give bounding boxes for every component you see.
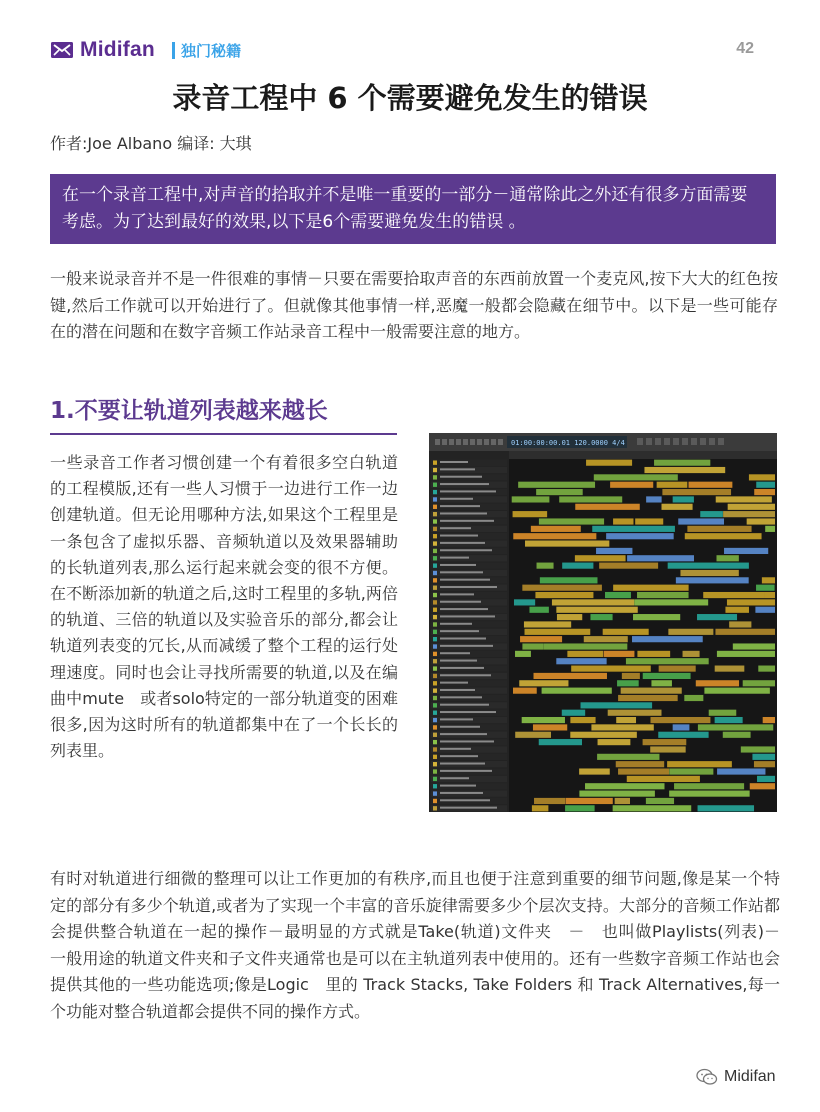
daw-region (556, 607, 637, 613)
daw-track-color (433, 644, 437, 648)
daw-region (613, 585, 688, 591)
daw-region (539, 739, 582, 745)
daw-track-name (440, 777, 469, 779)
daw-region (581, 702, 653, 708)
daw-region (657, 482, 688, 488)
daw-track-name (440, 498, 473, 500)
daw-region (615, 798, 630, 804)
daw-region (562, 710, 585, 716)
daw-region (513, 533, 596, 539)
daw-region (689, 482, 733, 488)
daw-region (627, 555, 694, 561)
daw-track-name (440, 696, 482, 698)
daw-region (741, 746, 775, 752)
daw-track-name (440, 615, 495, 617)
daw-track-name (440, 645, 493, 647)
daw-region (676, 577, 749, 583)
daw-region (557, 614, 582, 620)
daw-region (698, 805, 754, 811)
daw-track-color (433, 475, 437, 479)
daw-region (616, 761, 664, 767)
daw-toolbar-button (655, 438, 661, 445)
daw-toolbar-button (463, 439, 468, 445)
daw-region (709, 710, 737, 716)
daw-region (565, 805, 595, 811)
daw-track-name (440, 623, 472, 625)
daw-region (754, 761, 775, 767)
daw-region (618, 695, 678, 701)
daw-region (534, 673, 607, 679)
daw-region (764, 592, 775, 598)
daw-track-name (440, 601, 481, 603)
daw-region (539, 518, 604, 524)
daw-toolbar-button (691, 438, 697, 445)
daw-track-color (433, 622, 437, 626)
daw-region (643, 739, 687, 745)
daw-region (542, 688, 612, 694)
section-bar (172, 42, 175, 59)
daw-region (635, 518, 663, 524)
section-1-heading: 1.不要让轨道列表越来越长 (50, 398, 328, 424)
daw-region (621, 688, 682, 694)
daw-track-name (440, 755, 478, 757)
daw-region (646, 798, 674, 804)
daw-region (715, 717, 743, 723)
section-tag (172, 40, 241, 61)
daw-region (729, 621, 751, 627)
daw-toolbar-button (673, 438, 679, 445)
daw-track-color (433, 578, 437, 582)
daw-region (662, 489, 731, 495)
daw-region (525, 629, 591, 635)
daw-region (756, 482, 775, 488)
daw-track-color (433, 461, 437, 465)
daw-track-name (440, 468, 475, 470)
daw-track-name (440, 461, 468, 463)
daw-track-name (440, 799, 490, 801)
daw-track-color (433, 799, 437, 803)
daw-region (750, 783, 775, 789)
daw-toolbar-button (637, 438, 643, 445)
daw-track-name (440, 571, 483, 573)
daw-region (540, 577, 598, 583)
daw-toolbar-button (491, 439, 496, 445)
daw-region (597, 754, 659, 760)
daw-track-name (440, 726, 480, 728)
daw-region (616, 717, 636, 723)
daw-toolbar-button (449, 439, 454, 445)
daw-track-color (433, 703, 437, 707)
daw-region (529, 607, 548, 613)
daw-region (513, 688, 537, 694)
daw-track-name (440, 667, 484, 669)
daw-region (644, 467, 725, 473)
daw-region (668, 563, 749, 569)
daw-region (592, 526, 675, 532)
daw-toolbar-button (700, 438, 706, 445)
daw-track-name (440, 490, 496, 492)
daw-track-color (433, 769, 437, 773)
daw-region (733, 643, 775, 649)
daw-track-name (440, 763, 485, 765)
daw-track-name (440, 733, 487, 735)
daw-toolbar-button (477, 439, 482, 445)
daw-toolbar-button (435, 439, 440, 445)
paragraph-3: 有时对轨道进行细微的整理可以让工作更加的有秩序,而且也便于注意到重要的细节问题,像是某一个特定的部分有多少个轨道,或者为了实现一个丰富的音乐旋律需要多少个层次支持。大部分的音频工作站都会提供整合轨道在一起的操作－最明显的方式就是Take(轨道)文件夹 － 也叫做Playlists(列表)－ 一般用途的轨道文件夹和子文件夹通常也是可以在主轨道列表中使用的。还有一些数字音频工作站也会提供其他的一些功能选项;像是Logic 里的 Track Stacks, Take Folders 和 Track Alternatives,每一个功能对整合轨道都会提供不同的操作方式。 (50, 869, 797, 1021)
daw-track-color (433, 505, 437, 509)
daw-region (571, 666, 651, 672)
daw-region (757, 776, 775, 782)
daw-region (727, 599, 775, 605)
daw-region (696, 680, 739, 686)
daw-track-color (433, 519, 437, 523)
daw-region (756, 585, 775, 591)
daw-region (633, 614, 680, 620)
daw-region (513, 511, 548, 517)
daw-region (531, 526, 581, 532)
daw-region (680, 570, 738, 576)
daw-track-color (433, 512, 437, 516)
section-1-body: 一些录音工作者习惯创建一个有着很多空白轨道的工程模版,还有一些人习惯于一边进行工作一边创建轨道。但无论用哪种方法,如果这个工程里是一条包含了虚拟乐器、音频轨道以及效果器辅助的长轨道列表,那么运行起来就会变的很不方便。在不断添加新的轨道之后,这时工程里的多轨,两倍的轨道、三倍的轨道以及实验音乐的部分,都会让轨道列表变的冗长,从而减缓了整个工程的运行处理速度。同时也会让寻找所需要的轨道,以及在编曲中mute 或者solo特定的一部分轨道变的困难很多,因为这时所有的轨道都集中在了一个长长的列表里。 (50, 453, 398, 761)
daw-region (715, 666, 745, 672)
daw-region (533, 724, 567, 730)
daw-region (673, 496, 694, 502)
daw-toolbar-button (682, 438, 688, 445)
daw-region (575, 504, 639, 510)
daw-region (552, 599, 634, 605)
daw-region (654, 460, 710, 466)
daw-region (532, 805, 548, 811)
daw-region (724, 548, 768, 554)
daw-region (606, 533, 674, 539)
daw-track-color (433, 600, 437, 604)
daw-region (749, 474, 775, 480)
daw-region (534, 798, 565, 804)
daw-track-name (440, 535, 478, 537)
daw-screenshot (429, 433, 777, 812)
daw-track-color (433, 711, 437, 715)
daw-region (610, 482, 653, 488)
daw-region (659, 666, 696, 672)
daw-region (643, 673, 691, 679)
daw-track-name (440, 483, 489, 485)
daw-region (669, 791, 749, 797)
daw-track-name (440, 630, 479, 632)
daw-track-color (433, 556, 437, 560)
daw-region (579, 791, 654, 797)
daw-region (728, 504, 775, 510)
daw-region (743, 680, 775, 686)
daw-track-name (440, 542, 485, 544)
daw-region (715, 629, 775, 635)
daw-toolbar-button (718, 438, 724, 445)
daw-toolbar-button (442, 439, 447, 445)
daw-region (585, 783, 664, 789)
daw-track-color (433, 608, 437, 612)
daw-region (700, 511, 723, 517)
daw-track-color (433, 593, 437, 597)
daw-region (535, 592, 593, 598)
daw-region (617, 680, 639, 686)
daw-track-color (433, 784, 437, 788)
daw-region (566, 798, 613, 804)
daw-region (755, 607, 775, 613)
midifan-logo-icon (50, 41, 74, 59)
daw-region (522, 585, 602, 591)
daw-toolbar-button (646, 438, 652, 445)
daw-track-name (440, 505, 480, 507)
daw-toolbar-button (484, 439, 489, 445)
daw-region (651, 680, 671, 686)
daw-region (515, 651, 531, 657)
daw-region (514, 599, 535, 605)
daw-track-name (440, 608, 488, 610)
daw-track-name (440, 704, 489, 706)
daw-region (687, 526, 751, 532)
daw-track-name (440, 579, 490, 581)
daw-region (570, 732, 637, 738)
daw-region (763, 717, 775, 723)
daw-track-color (433, 615, 437, 619)
daw-region (520, 636, 562, 642)
daw-region (613, 805, 692, 811)
daw-track-color (433, 747, 437, 751)
daw-track-color (433, 718, 437, 722)
daw-region (717, 651, 775, 657)
daw-track-name (440, 807, 497, 809)
daw-region (579, 768, 610, 774)
daw-toolbar-button (709, 438, 715, 445)
wechat-icon (696, 1068, 718, 1086)
daw-track-name (440, 476, 482, 478)
daw-region (627, 776, 700, 782)
daw-track-color (433, 740, 437, 744)
daw-region (752, 754, 775, 760)
daw-region (758, 666, 775, 672)
daw-region (685, 533, 762, 539)
intro-text: 在一个录音工程中,对声音的拾取并不是唯一重要的一部分－通常除此之外还有很多方面需要考虑。为了达到最好的效果,以下是6个需要避免发生的错误 。 (62, 185, 748, 232)
daw-region (518, 482, 595, 488)
daw-region (632, 636, 703, 642)
daw-region (723, 511, 775, 517)
daw-track-color (433, 681, 437, 685)
daw-toolbar-button (456, 439, 461, 445)
daw-track-color (433, 777, 437, 781)
daw-track-color (433, 755, 437, 759)
daw-track-name (440, 549, 492, 551)
daw-region (765, 526, 775, 532)
daw-region (598, 739, 631, 745)
daw-region (622, 673, 640, 679)
daw-region (667, 761, 732, 767)
daw-region (584, 636, 628, 642)
daw-region (613, 518, 633, 524)
daw-region (698, 724, 773, 730)
page-header (50, 36, 770, 64)
daw-track-name (440, 740, 494, 742)
daw-track-name (440, 527, 471, 529)
daw-region (697, 614, 737, 620)
daw-track-color (433, 527, 437, 531)
daw-region (747, 518, 775, 524)
daw-toolbar-button (470, 439, 475, 445)
daw-region (562, 563, 593, 569)
footer-badge (696, 1068, 776, 1086)
daw-region (634, 599, 708, 605)
daw-region (684, 695, 703, 701)
daw-region (605, 592, 631, 598)
daw-region (591, 724, 653, 730)
daw-region (703, 592, 764, 598)
daw-track-color (433, 806, 437, 810)
daw-region (536, 489, 583, 495)
daw-track-color (433, 688, 437, 692)
daw-track-name (440, 792, 483, 794)
daw-region (704, 688, 769, 694)
daw-region (519, 680, 568, 686)
daw-region (556, 658, 606, 664)
daw-region (515, 732, 551, 738)
daw-track-name (440, 652, 470, 654)
daw-track-name (440, 557, 469, 559)
daw-track-color (433, 490, 437, 494)
daw-region (626, 658, 709, 664)
daw-track-name (440, 638, 486, 640)
daw-region (674, 783, 744, 789)
daw-track-name (440, 711, 496, 713)
daw-region (650, 746, 685, 752)
daw-region (723, 732, 751, 738)
daw-track-color (433, 733, 437, 737)
daw-track-name (440, 770, 492, 772)
daw-region (596, 548, 632, 554)
daw-track-name (440, 520, 494, 522)
daw-track-color (433, 541, 437, 545)
article-byline: 作者:Joe Albano 编译: 大琪 (50, 134, 252, 153)
daw-region (544, 643, 627, 649)
daw-region (522, 717, 565, 723)
daw-region (683, 651, 700, 657)
daw-track-color (433, 468, 437, 472)
daw-track-name (440, 660, 477, 662)
daw-track-color (433, 483, 437, 487)
daw-region (725, 607, 749, 613)
daw-region (537, 563, 554, 569)
daw-region (594, 474, 678, 480)
daw-region (661, 504, 692, 510)
daw-toolbar-button (498, 439, 503, 445)
daw-region (603, 629, 649, 635)
daw-track-name (440, 689, 475, 691)
daw-region (599, 563, 658, 569)
daw-track-color (433, 549, 437, 553)
daw-region (673, 724, 690, 730)
daw-track-name (440, 682, 468, 684)
daw-region (575, 555, 626, 561)
paragraph-1: 一般来说录音并不是一件很难的事情－只要在需要拾取声音的东西前放置一个麦克风,按下大大的红色按键,然后工作就可以开始进行了。但就像其他事情一样,恶魔一般都会隐藏在细节中。以下是一些可能存在的潜在问题和在数字音频工作站录音工程中一般需要注意的地方。 (50, 269, 778, 341)
section-name: 独门秘籍 (181, 42, 242, 60)
daw-track-name (440, 718, 473, 720)
daw-region (762, 577, 775, 583)
daw-ruler (509, 451, 777, 459)
daw-region (637, 592, 689, 598)
daw-track-color (433, 571, 437, 575)
daw-track-name (440, 785, 476, 787)
daw-region (512, 496, 550, 502)
daw-region (646, 496, 661, 502)
article-title: 录音工程中 6 个需要避免发生的错误 (172, 81, 648, 115)
daw-region (522, 643, 543, 649)
heading-underline (50, 433, 397, 435)
daw-track-name (440, 512, 487, 514)
daw-region (669, 768, 713, 774)
daw-region (618, 768, 669, 774)
daw-track-color (433, 791, 437, 795)
page-number: 42 (736, 40, 754, 57)
daw-toolbar-button (664, 438, 670, 445)
daw-track-color (433, 762, 437, 766)
daw-track-color (433, 652, 437, 656)
daw-region (590, 614, 612, 620)
daw-track-color (433, 630, 437, 634)
daw-region (716, 496, 772, 502)
daw-region (717, 555, 739, 561)
daw-track-color (433, 696, 437, 700)
daw-region (678, 518, 724, 524)
daw-region (658, 732, 708, 738)
daw-region (570, 717, 595, 723)
daw-region (524, 621, 571, 627)
daw-track-color (433, 586, 437, 590)
daw-region (525, 540, 609, 546)
daw-region (668, 629, 713, 635)
daw-region (604, 651, 635, 657)
daw-region (717, 768, 765, 774)
daw-track-name (440, 586, 497, 588)
midifan-logo (50, 38, 155, 62)
daw-track-name (440, 748, 471, 750)
daw-track-color (433, 659, 437, 663)
daw-track-color (433, 666, 437, 670)
daw-lcd-text: 01:00:00:00.01 120.0000 4/4 (511, 439, 625, 447)
logic-pro-arrange-window-image (429, 433, 777, 812)
brand-name: Midifan (80, 38, 155, 61)
daw-region (608, 710, 662, 716)
daw-region (651, 717, 711, 723)
daw-track-name (440, 564, 476, 566)
daw-track-color (433, 563, 437, 567)
daw-track-color (433, 637, 437, 641)
daw-region (567, 651, 603, 657)
daw-track-name (440, 593, 474, 595)
daw-track-color (433, 534, 437, 538)
daw-region (586, 460, 632, 466)
daw-region (754, 489, 775, 495)
daw-track-color (433, 725, 437, 729)
daw-region (637, 651, 670, 657)
daw-region (559, 496, 622, 502)
footer-label: Midifan (724, 1068, 776, 1085)
intro-box (50, 174, 776, 244)
daw-track-color (433, 674, 437, 678)
daw-track-color (433, 497, 437, 501)
daw-track-name (440, 674, 491, 676)
